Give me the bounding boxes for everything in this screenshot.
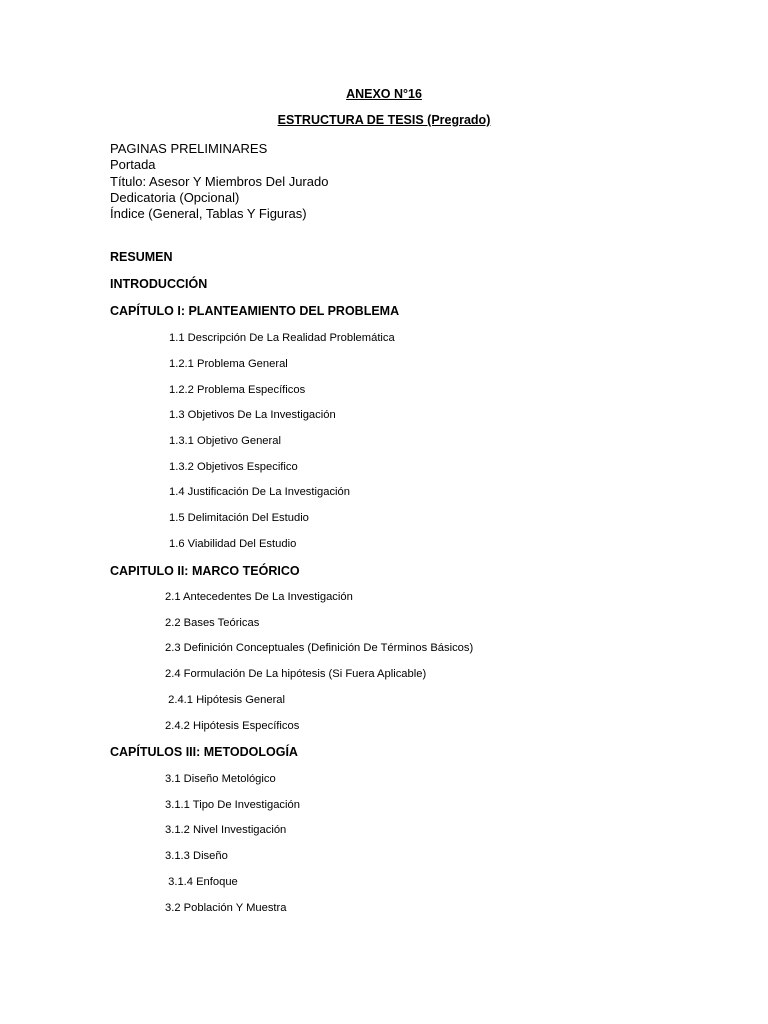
chapter-2-title: CAPITULO II: MARCO TEÓRICO	[110, 564, 300, 578]
chapter-1-item: 1.2.1 Problema General	[169, 358, 288, 370]
preliminary-header: PAGINAS PRELIMINARES	[110, 141, 268, 156]
chapter-3-item: 3.1.4 Enfoque	[165, 876, 238, 888]
chapter-2-item: 2.4 Formulación De La hipótesis (Si Fuera Aplicable)	[165, 668, 427, 680]
chapter-3-item: 3.2 Población Y Muestra	[165, 902, 287, 914]
chapter-3-title: CAPÍTULOS III: METODOLOGÍA	[110, 745, 298, 759]
chapter-3-item: 3.1.3 Diseño	[165, 850, 228, 862]
chapter-2-item: 2.1 Antecedentes De La Investigación	[165, 591, 353, 603]
chapter-2-item: 2.4.1 Hipótesis General	[165, 694, 286, 706]
chapter-1-item: 1.3.1 Objetivo General	[169, 435, 281, 447]
chapter-1-item: 1.4 Justificación De La Investigación	[169, 486, 350, 498]
preliminary-item: Título: Asesor Y Miembros Del Jurado	[110, 174, 329, 189]
chapter-1-item: 1.6 Viabilidad Del Estudio	[169, 538, 297, 550]
resumen-heading: RESUMEN	[110, 250, 173, 264]
chapter-3-item: 3.1.2 Nivel Investigación	[165, 824, 287, 836]
chapter-2-item: 2.3 Definición Conceptuales (Definición De Términos Básicos)	[165, 642, 474, 654]
chapter-3-item: 3.1.1 Tipo De Investigación	[165, 799, 300, 811]
preliminary-item: Portada	[110, 157, 156, 172]
annex-title: ANEXO N°16	[346, 87, 422, 101]
preliminary-item: Índice (General, Tablas Y Figuras)	[110, 206, 307, 221]
chapter-1-item: 1.3 Objetivos De La Investigación	[169, 409, 336, 421]
introduccion-heading: INTRODUCCIÓN	[110, 277, 208, 291]
chapter-1-item: 1.1 Descripción De La Realidad Problemática	[169, 332, 395, 344]
chapter-3-item: 3.1 Diseño Metológico	[165, 773, 276, 785]
preliminary-item: Dedicatoria (Opcional)	[110, 190, 240, 205]
chapter-1-item: 1.2.2 Problema Específicos	[169, 384, 306, 396]
chapter-1-title: CAPÍTULO I: PLANTEAMIENTO DEL PROBLEMA	[110, 304, 400, 318]
chapter-1-item: 1.3.2 Objetivos Especifico	[169, 461, 298, 473]
chapter-2-item: 2.2 Bases Teóricas	[165, 617, 260, 629]
structure-title: ESTRUCTURA DE TESIS (Pregrado)	[277, 113, 491, 127]
chapter-1-item: 1.5 Delimitación Del Estudio	[169, 512, 309, 524]
chapter-2-item: 2.4.2 Hipótesis Específicos	[165, 720, 300, 732]
